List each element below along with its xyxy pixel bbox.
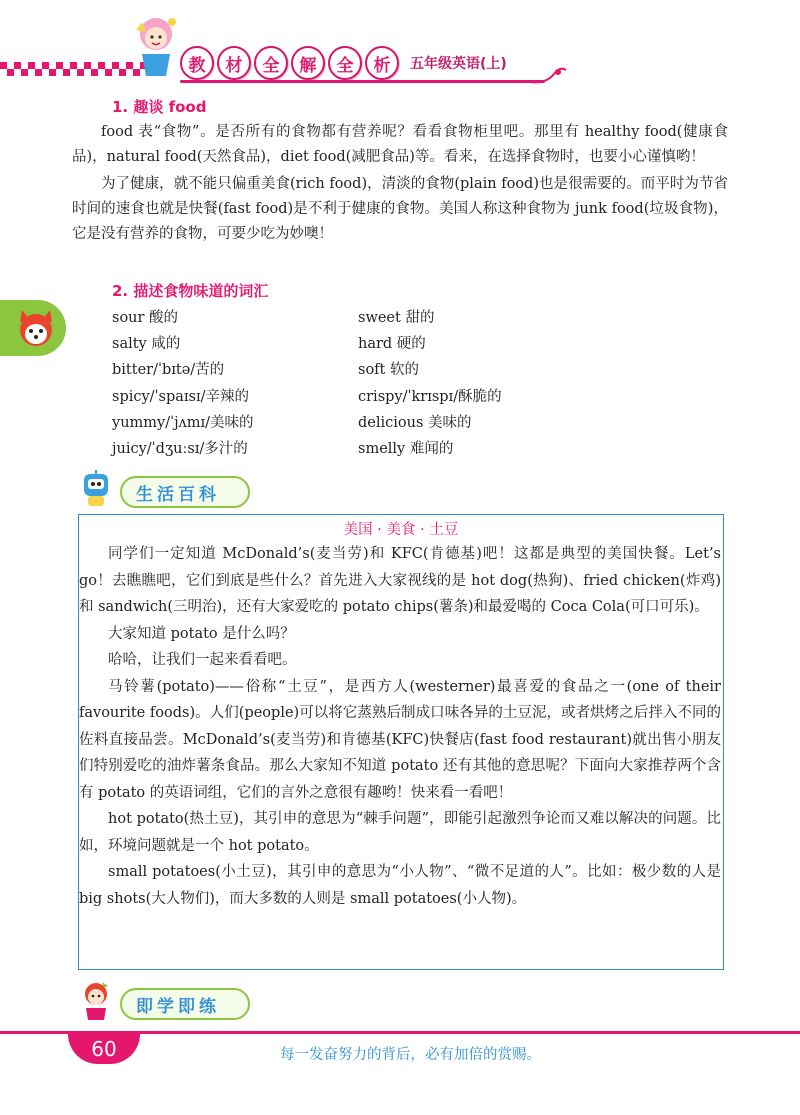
grade-label: 五年级英语(上) (410, 56, 507, 72)
paragraph: food 表“食物”。是否所有的食物都有营养呢？看看食物柜里吧。那里有 healthy food(健康食品)，natural food(天然食品)，diet food(减肥食品)等。看来，在选择食物时，也要小心谨慎哟！ (72, 124, 728, 165)
word-right: crispy/ˈkrɪspɪ/酥脆的 (358, 388, 502, 405)
word-row (112, 303, 632, 329)
practice-banner (76, 980, 276, 1018)
paragraph: small potatoes(小土豆)，其引申的意思为“小人物”、“微不足道的人”。比如：极少数的人是 big shots(大人物们)，而大多数的人则是 small potatoes(小人物)。 (79, 864, 721, 907)
word-left: yummy/ˈjʌmɪ/美味的 (112, 414, 254, 431)
fox-mascot-icon (16, 306, 56, 350)
taste-word-list (112, 303, 632, 461)
word-row (112, 356, 632, 382)
word-right: smelly 难闻的 (358, 441, 454, 458)
paragraph: 同学们一定知道 McDonald’s(麦当劳)和 KFC(肯德基)吧！这都是典型的美国快餐。Let’s go！去瞧瞧吧，它们到底是些什么？首先进入大家视线的是 hot dog(热狗)、fried chicken(炸鸡)和 sandwich(三明治)，还有大家爱吃的 potato chips(薯条)和最爱喝的 Coca Cola(可口可乐)。 (79, 546, 721, 615)
swirl-decoration-icon (528, 62, 568, 86)
life-encyclopedia-banner (76, 468, 276, 506)
word-right: soft 软的 (358, 362, 419, 379)
word-left: bitter/ˈbɪtə/苦的 (112, 362, 225, 379)
paragraph: 哈哈，让我们一起来看看吧。 (108, 652, 297, 668)
page-header (0, 0, 800, 100)
word-row (112, 329, 632, 355)
word-left: spicy/ˈspaɪsɪ/辛辣的 (112, 388, 250, 405)
word-row (112, 408, 632, 434)
section-heading-taste-words: 2. 描述食物味道的词汇 (112, 282, 269, 300)
girl-mascot-icon (76, 980, 116, 1022)
paragraph: hot potato(热土豆)，其引申的意思为“棘手问题”，即能引起激烈争论而又难以解决的问题。比如，环境问题就是一个 hot potato。 (79, 811, 721, 854)
word-row (112, 382, 632, 408)
banner-label: 生活百科 (120, 476, 250, 508)
paragraph: 为了健康，就不能只偏重美食(rich food)，清淡的食物(plain food)也是很需要的。而平时为节省时间的速食也就是快餐(fast food)是不利于健康的食物。美国人称这种食物为 junk food(垃圾食物)，它是没有营养的食物，可要少吃为妙噢！ (72, 176, 728, 242)
footer-motto: 每一发奋努力的背后，必有加倍的赏赐。 (280, 1047, 541, 1063)
title-char: 全 (254, 46, 288, 80)
word-row (112, 434, 632, 460)
word-right: delicious 美味的 (358, 414, 472, 431)
title-char: 教 (180, 46, 214, 80)
page-number: 60 (68, 1034, 140, 1064)
book-title (180, 46, 399, 80)
paragraph: 马铃薯(potato)——俗称“土豆”，是西方人(westerner)最喜爱的食品之一(one of their favourite foods)。人们(people)可以将它蒸熟后制成口味各异的土豆泥，或者烘烤之后拌入不同的佐料直接品尝。McDonald’s(麦当劳)和肯德基(KFC)快餐店(fast food restaurant)就出售小朋友们特别爱吃的油炸薯条食品。那么大家知不知道 potato 还有其他的意思呢？下面向大家推荐两个含有 potato 的英语词组，它们的言外之意很有趣哟！快来看一看吧！ (79, 678, 721, 801)
girl-mascot-icon (128, 10, 180, 84)
word-left: sour 酸的 (112, 309, 179, 326)
title-char: 材 (217, 46, 251, 80)
word-left: salty 咸的 (112, 335, 181, 352)
section-food-text (72, 120, 728, 247)
box-text (79, 541, 721, 912)
header-divider (180, 80, 545, 83)
section-heading-food: 1. 趣谈 food (112, 98, 207, 116)
title-char: 解 (291, 46, 325, 80)
word-left: juicy/ˈdʒuːsɪ/多汁的 (112, 441, 248, 458)
robot-mascot-icon (76, 468, 116, 508)
word-right: hard 硬的 (358, 335, 426, 352)
side-tab (0, 300, 66, 356)
title-char: 析 (365, 46, 399, 80)
box-title: 美国 · 美食 · 土豆 (343, 522, 459, 538)
banner-label: 即学即练 (120, 988, 250, 1020)
paragraph: 大家知道 potato 是什么吗？ (108, 625, 295, 642)
info-box (78, 514, 724, 970)
word-right: sweet 甜的 (358, 309, 435, 326)
title-char: 全 (328, 46, 362, 80)
